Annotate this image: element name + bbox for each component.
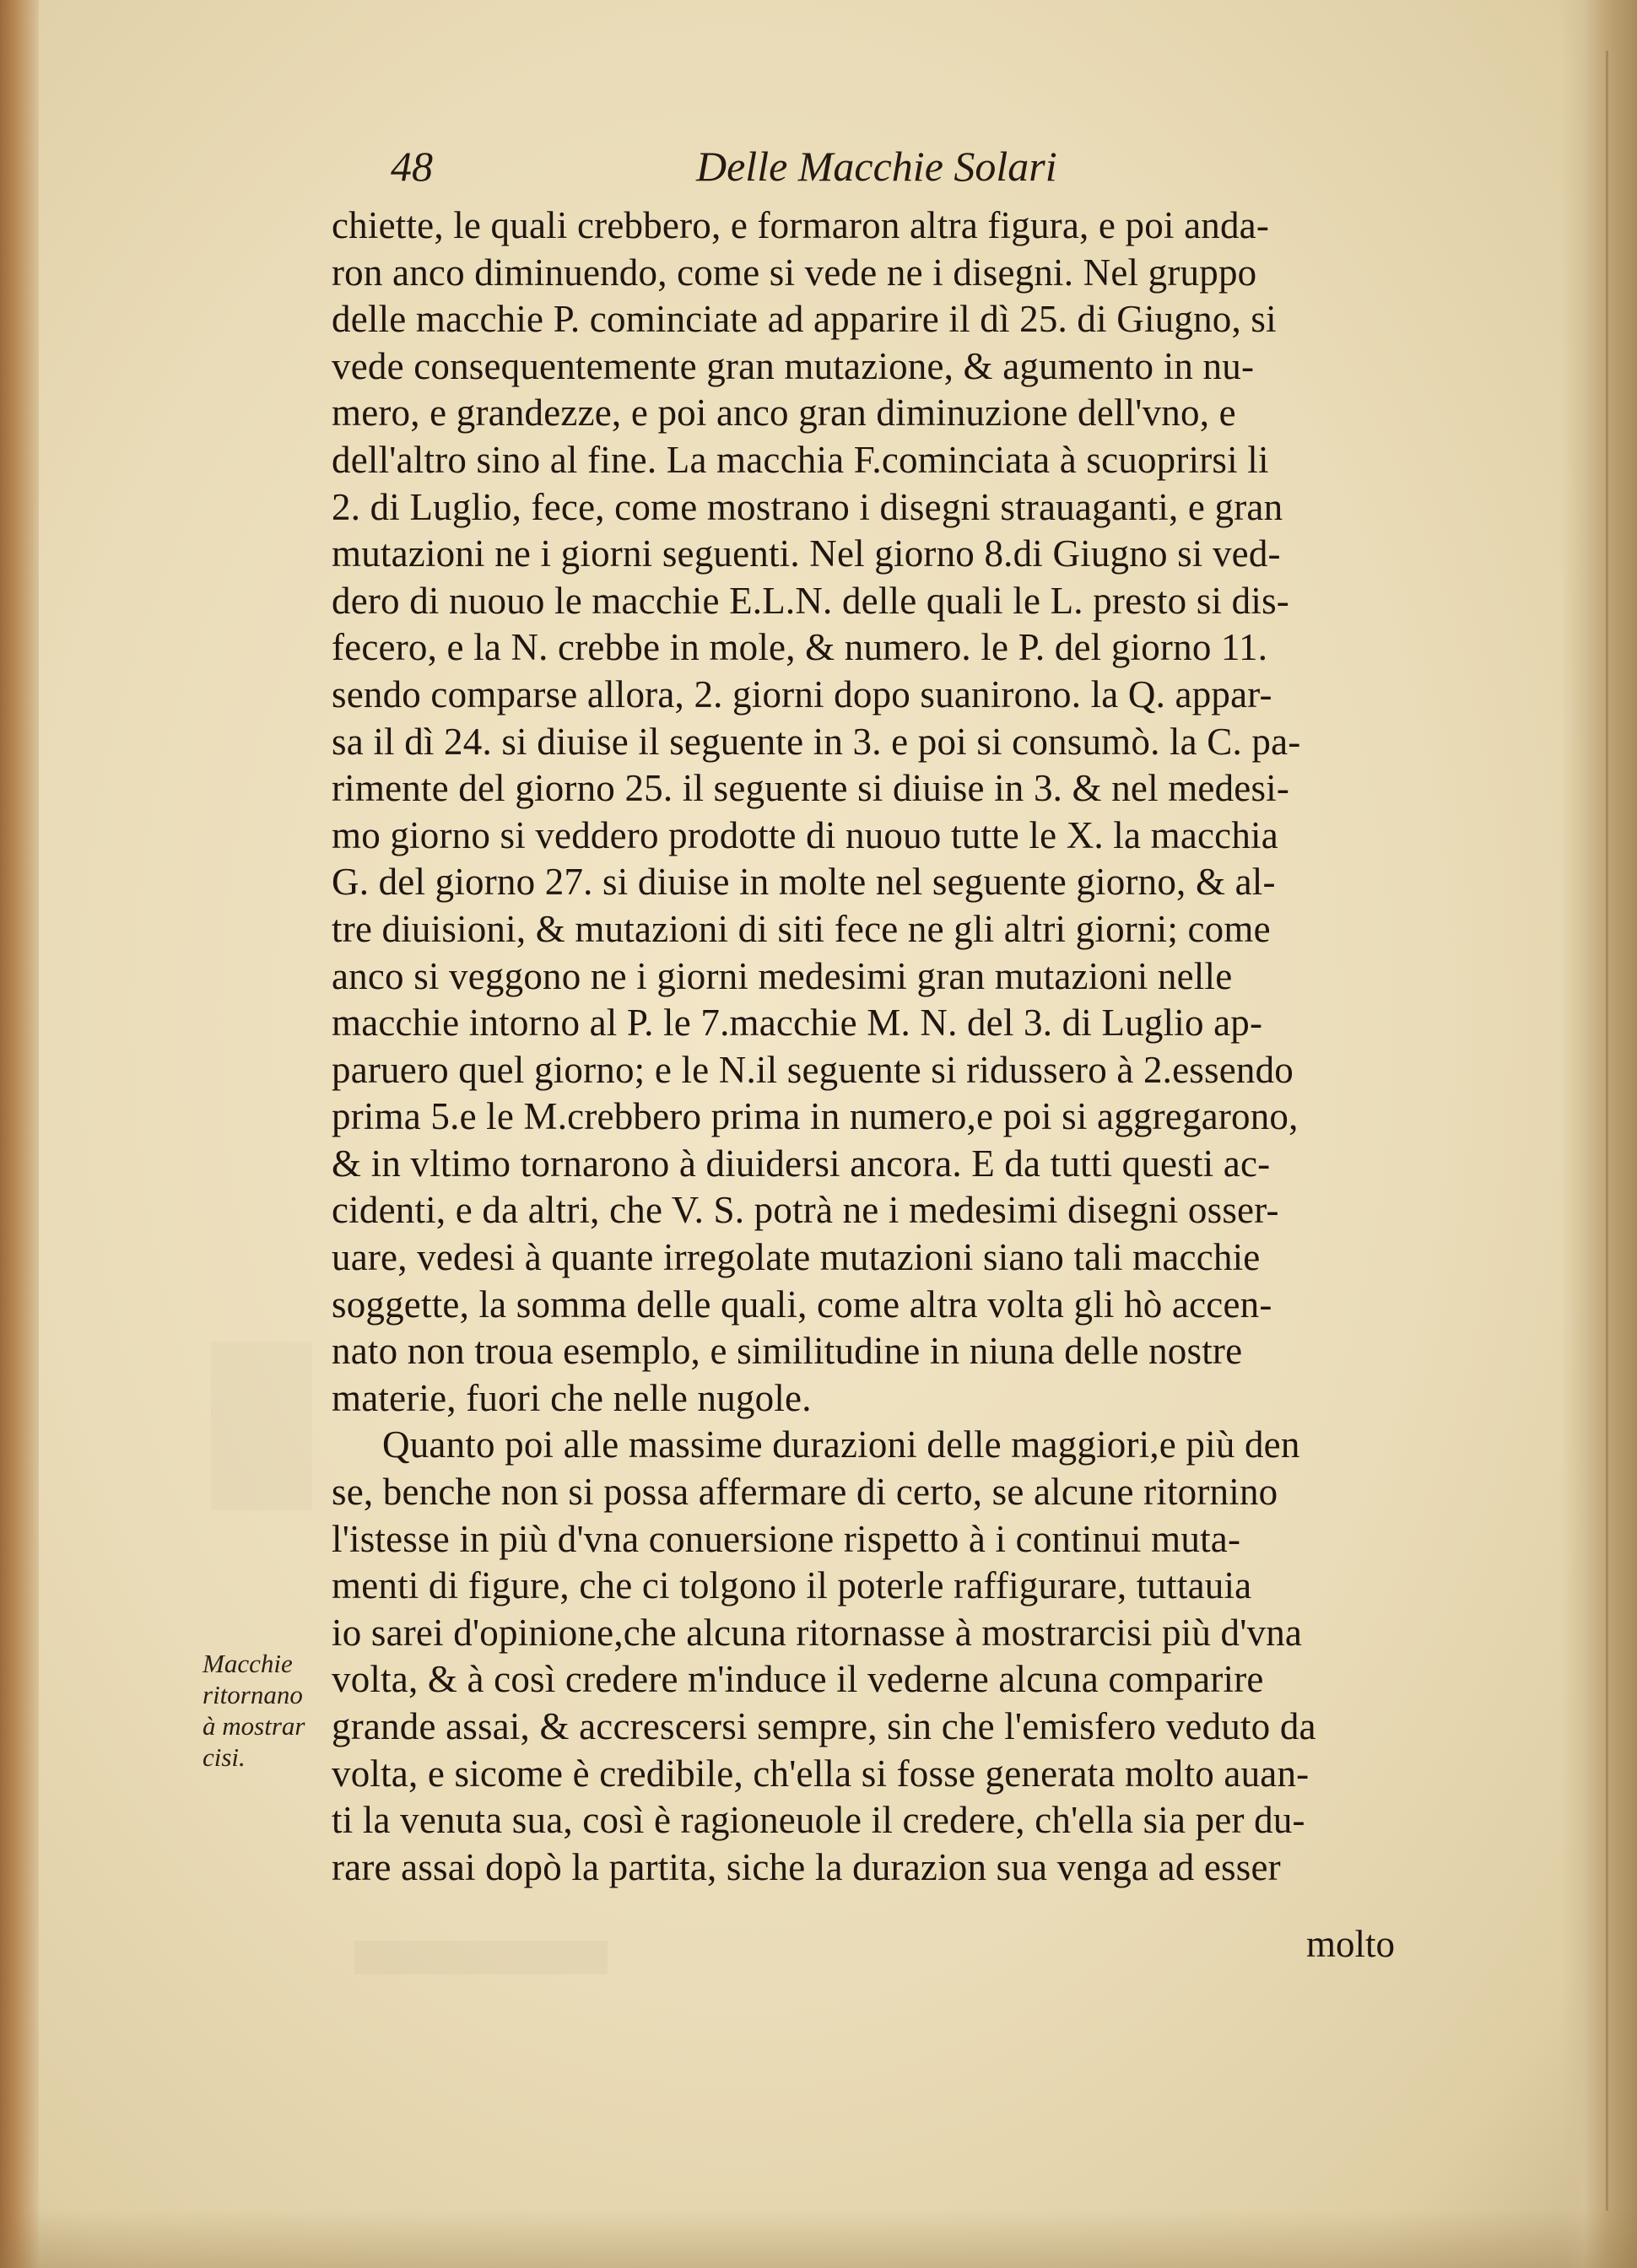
text-line: grande assai, & accrescersi sempre, sin che l'emisfero veduto da bbox=[332, 1705, 1316, 1747]
text-line: se, benche non si possa affermare di certo, se alcune ritornino bbox=[332, 1471, 1278, 1514]
text-line: materie, fuori che nelle nugole. bbox=[332, 1376, 812, 1419]
text-line: mo giorno si veddero prodotte di nuouo tutte le X. la macchia bbox=[332, 813, 1278, 856]
text-line: ron anco diminuendo, come si vede ne i disegni. Nel gruppo bbox=[332, 251, 1257, 294]
text-line: nato non troua esemplo, e similitudine in niuna delle nostre bbox=[332, 1330, 1243, 1373]
page-edge bbox=[1561, 0, 1637, 2268]
text-line: paruero quel giorno; e le N.il seguente si ridussero à 2.essendo bbox=[332, 1048, 1294, 1091]
text-line: volta, e sicome è credibile, ch'ella si fosse generata molto auan- bbox=[332, 1752, 1310, 1795]
text-line: delle macchie P. cominciate ad apparire il dì 25. di Giugno, si bbox=[332, 298, 1277, 341]
text-line: io sarei d'opinione,che alcuna ritornasse à mostrarcisi più d'vna bbox=[332, 1611, 1303, 1654]
marginal-note-line: ritornano bbox=[203, 1680, 303, 1709]
text-line: vede consequentemente gran mutazione, & agumento in nu- bbox=[332, 344, 1255, 387]
text-line: volta, & à così credere m'induce il vederne alcuna comparire bbox=[332, 1658, 1264, 1701]
show-through-smudge bbox=[354, 1941, 608, 1974]
text-line: & in vltimo tornarono à diuidersi ancora. E da tutti questi ac- bbox=[332, 1142, 1271, 1185]
text-line: G. del giorno 27. si diuise in molte nel seguente giorno, & al- bbox=[332, 861, 1276, 904]
text-line: dero di nuouo le macchie E.L.N. delle quali le L. presto si dis- bbox=[332, 579, 1289, 622]
catchword: molto bbox=[1306, 1923, 1396, 1965]
text-line: dell'altro sino al fine. La macchia F.cominciata à scuoprirsi li bbox=[332, 438, 1269, 481]
binding-gutter bbox=[0, 0, 39, 2268]
marginal-note-line: cisi. bbox=[203, 1742, 246, 1772]
text-line: tre diuisioni, & mutazioni di siti fece ne gli altri giorni; come bbox=[332, 907, 1271, 950]
page-edge-line bbox=[1606, 51, 1608, 2211]
marginal-note bbox=[203, 1648, 338, 1773]
text-line: l'istesse in più d'vna conuersione rispetto à i continui muta- bbox=[332, 1517, 1241, 1560]
show-through-smudge bbox=[211, 1342, 312, 1510]
text-line: sa il dì 24. si diuise il seguente in 3. e poi si consumò. la C. pa- bbox=[332, 720, 1301, 763]
text-line: mutazioni ne i giorni seguenti. Nel giorno 8.di Giugno si ved- bbox=[332, 532, 1281, 575]
page-number: 48 bbox=[391, 143, 433, 190]
text-line: chiette, le quali crebbero, e formaron altra figura, e poi anda- bbox=[332, 204, 1270, 246]
marginal-note-line: Macchie bbox=[203, 1649, 293, 1678]
marginal-note-line: à mostrar bbox=[203, 1711, 305, 1741]
bottom-shadow bbox=[0, 2209, 1637, 2268]
running-title: Delle Macchie Solari bbox=[696, 143, 1057, 190]
text-line: soggette, la somma delle quali, come altra volta gli hò accen- bbox=[332, 1282, 1272, 1326]
page-header bbox=[333, 142, 1177, 201]
text-line: sendo comparse allora, 2. giorni dopo suanirono. la Q. appar- bbox=[332, 672, 1272, 716]
text-line: mero, e grandezze, e poi anco gran diminuzione dell'vno, e bbox=[332, 392, 1236, 435]
text-line: cidenti, e da altri, che V. S. potrà ne i medesimi disegni osser- bbox=[332, 1189, 1279, 1232]
text-line: fecero, e la N. crebbe in mole, & numero. le P. del giorno 11. bbox=[332, 626, 1268, 669]
text-line: 2. di Luglio, fece, come mostrano i disegni strauaganti, e gran bbox=[332, 485, 1283, 528]
text-line: rimente del giorno 25. il seguente si diuise in 3. & nel medesi- bbox=[332, 767, 1290, 810]
text-line: menti di figure, che ci tolgono il poterle raffigurare, tuttauia bbox=[332, 1564, 1252, 1607]
body-text bbox=[332, 202, 1462, 1891]
text-line: anco si veggono ne i giorni medesimi gran mutazioni nelle bbox=[332, 954, 1233, 997]
text-line: ti la venuta sua, così è ragioneuole il credere, ch'ella sia per du- bbox=[332, 1799, 1305, 1842]
paragraph-start-line: Quanto poi alle massime durazioni delle maggiori,e più den bbox=[382, 1423, 1300, 1466]
text-line: uare, vedesi à quante irregolate mutazioni siano tali macchie bbox=[332, 1236, 1261, 1279]
text-line: macchie intorno al P. le 7.macchie M. N. del 3. di Luglio ap- bbox=[332, 1002, 1263, 1045]
text-line: prima 5.e le M.crebbero prima in numero,e poi si aggregarono, bbox=[332, 1095, 1299, 1138]
text-line: rare assai dopò la partita, siche la durazion sua venga ad esser bbox=[332, 1845, 1281, 1888]
